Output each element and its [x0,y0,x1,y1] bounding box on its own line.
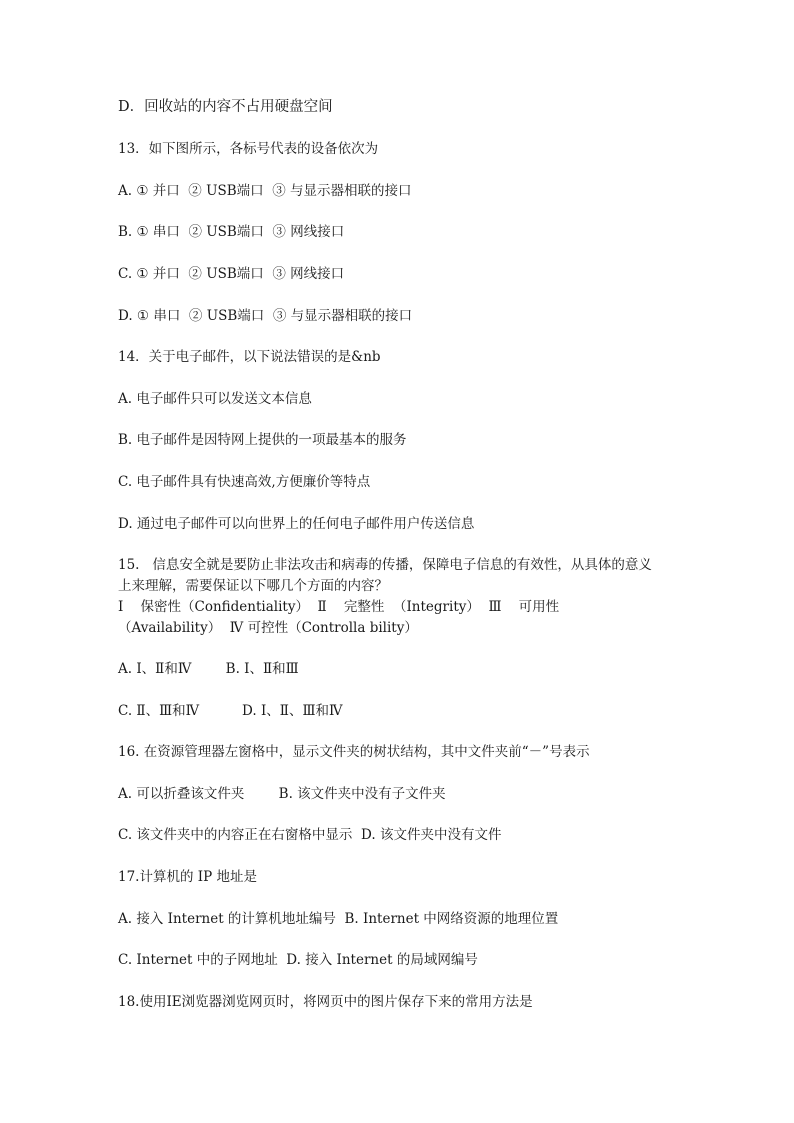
question-16: 16. 在资源管理器左窗格中，显示文件夹的树状结构，其中文件夹前“－”号表示 [118,744,590,760]
option-ab-q16: A. 可以折叠该文件夹 B. 该文件夹中没有子文件夹 [118,786,446,802]
option-d-q14: D. 通过电子邮件可以向世界上的任何电子邮件用户传送信息 [118,516,475,532]
option-b-q13: B. ① 串口 ② USB端口 ③ 网线接口 [118,224,345,240]
option-c-q14: C. 电子邮件具有快速高效,方便廉价等特点 [118,474,371,490]
option-ab-q17: A. 接入 Internet 的计算机地址编号 B. Internet 中网络资源的地理位置 [118,911,559,927]
option-b-q14: B. 电子邮件是因特网上提供的一项最基本的服务 [118,432,407,448]
question-15-line-3: Ⅰ 保密性（Confidentiality） Ⅱ 完整性 （Integrity） Ⅲ 可用性 [118,599,560,615]
question-14: 14．关于电子邮件，以下说法错误的是&nb [118,349,381,365]
option-cd-q17: C. Internet 中的子网地址 D. 接入 Internet 的局域网编号 [118,952,478,968]
option-d-q13: D. ① 串口 ② USB端口 ③ 与显示器相联的接口 [118,308,413,324]
question-18: 18.使用IE浏览器浏览网页时，将网页中的图片保存下来的常用方法是 [118,994,533,1010]
question-15-line-1: 15. 信息安全就是要防止非法攻击和病毒的传播，保障电子信息的有效性，从具体的意义 [118,557,652,573]
question-15-line-2: 上来理解，需要保证以下哪几个方面的内容？ [118,578,388,594]
option-d-q12: D．回收站的内容不占用硬盘空间 [118,99,333,115]
question-13: 13．如下图所示，各标号代表的设备依次为 [118,141,379,157]
option-cd-q15: C. Ⅱ、Ⅲ和Ⅳ D. Ⅰ、Ⅱ、Ⅲ和Ⅳ [118,703,343,719]
option-a-q14: A. 电子邮件只可以发送文本信息 [118,391,312,407]
question-17: 17.计算机的 IP 地址是 [118,869,257,885]
option-c-q13: C. ① 并口 ② USB端口 ③ 网线接口 [118,266,345,282]
question-15-line-4: （Availability） Ⅳ 可控性（Controlla bility） [118,620,418,636]
option-cd-q16: C. 该文件夹中的内容正在右窗格中显示 D. 该文件夹中没有文件 [118,827,502,843]
option-a-q13: A. ① 并口 ② USB端口 ③ 与显示器相联的接口 [118,183,412,199]
option-ab-q15: A. Ⅰ、Ⅱ和Ⅳ B. Ⅰ、Ⅱ和Ⅲ [118,661,299,677]
